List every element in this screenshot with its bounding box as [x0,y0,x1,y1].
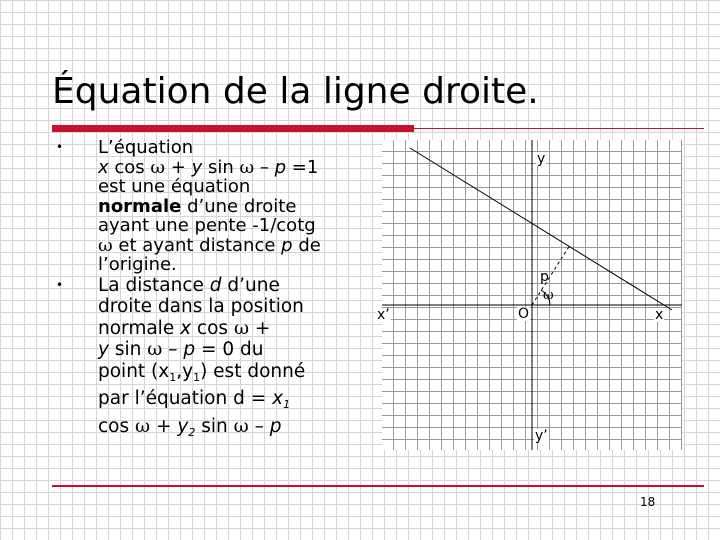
bullet-list [52,138,352,443]
origin-label: O [518,306,530,322]
omega-symbol: ω [147,339,163,360]
var-x: x [272,388,284,409]
bullet-2-text: – [162,339,184,360]
x-prime-axis-label: x’ [377,307,390,323]
bullet-2-text: sin [108,339,148,360]
bullet-1-text: cos [108,156,151,178]
bullet-2-line [98,388,352,416]
bullet-1-line [98,138,352,158]
bullet-1-text: L’équation [98,137,194,158]
bullet-2-text: par l’équation d = [98,388,273,409]
straight-line [410,148,672,310]
omega-symbol: ω [98,234,113,256]
bold-term: normale [98,195,182,217]
var-p: p [269,415,282,437]
var-y: y [177,415,189,437]
bullet-1-text: – [254,156,275,178]
bullet-2-text: – [248,415,270,437]
diagram-svg [382,140,682,450]
subscript: 1 [169,370,177,384]
omega-symbol: ω [239,156,255,178]
subscript: 1 [283,398,291,411]
bullet-2-text: = 0 du [195,339,264,360]
bullet-2-text: d’une [221,274,280,296]
bullet-item-1 [52,138,352,275]
var-x: x [98,156,109,178]
omega-symbol: ω [150,156,166,178]
var-y: y [98,339,109,360]
bullet-2-text: cos [98,415,136,437]
bullet-1-line [98,197,352,217]
bullet-dot-icon: • [56,140,64,154]
y-axis-label: y [537,151,546,167]
bullet-item-2 [52,275,352,444]
slide-title: Équation de la ligne droite. [52,71,539,112]
bullet-dot-icon: • [56,277,64,292]
bullet-1-text: de [292,234,321,256]
bullet-1-line [98,236,352,256]
bullet-2-line [98,339,352,361]
bullet-2-text: ,y [176,360,194,382]
omega-symbol: ω [233,415,249,437]
title-underline [52,128,704,129]
bullet-1-text: =1 [286,156,319,178]
omega-symbol: ω [135,415,151,437]
bullet-1-text: sin [202,156,240,178]
var-p: p [183,339,196,360]
bullet-1-line [98,158,352,178]
bullet-1-text: + [165,156,192,178]
bullet-1-line [98,216,352,236]
normal-line-diagram [377,140,682,450]
bullet-2-text: normale [98,317,181,339]
var-p: p [274,156,287,178]
omega-symbol: ω [233,317,250,339]
bullet-1-text: est une équation [98,176,251,197]
bullet-1-text: l’origine. [98,254,177,275]
bullet-1-text: ayant une pente -1/cotg [98,215,316,236]
bullet-1-line [98,255,352,275]
var-d: d [209,274,222,296]
p-label: p [540,269,549,285]
bullet-2-line [98,416,352,444]
y-prime-axis-label: y’ [535,428,548,444]
omega-angle-label: ω [543,288,554,303]
bullet-2-text: La distance [98,274,210,296]
bullet-2-text: point (x [98,360,170,382]
bullet-2-line [98,361,352,389]
var-x: x [180,317,192,339]
bullet-2-line [98,275,352,297]
bullet-1-text: d’une droite [181,195,297,217]
page-number: 18 [640,495,656,509]
bullet-2-line [98,318,352,340]
bullet-2-text: + [249,317,271,339]
subscript: 2 [188,425,196,439]
bullet-2-text: droite dans la position [98,296,304,317]
var-p: p [281,234,293,256]
footer-rule [52,485,704,487]
subscript: 1 [193,370,201,384]
bullet-1-text: et ayant distance [112,234,282,256]
bullet-2-text: ) est donné [200,360,306,382]
bullet-1-line [98,177,352,197]
bullet-2-text: cos [191,317,234,339]
bullet-2-text: + [150,415,178,437]
bullet-2-text: sin [195,415,234,437]
bullet-2-line [98,296,352,318]
var-y: y [191,156,203,178]
x-axis-label: x [655,307,664,323]
